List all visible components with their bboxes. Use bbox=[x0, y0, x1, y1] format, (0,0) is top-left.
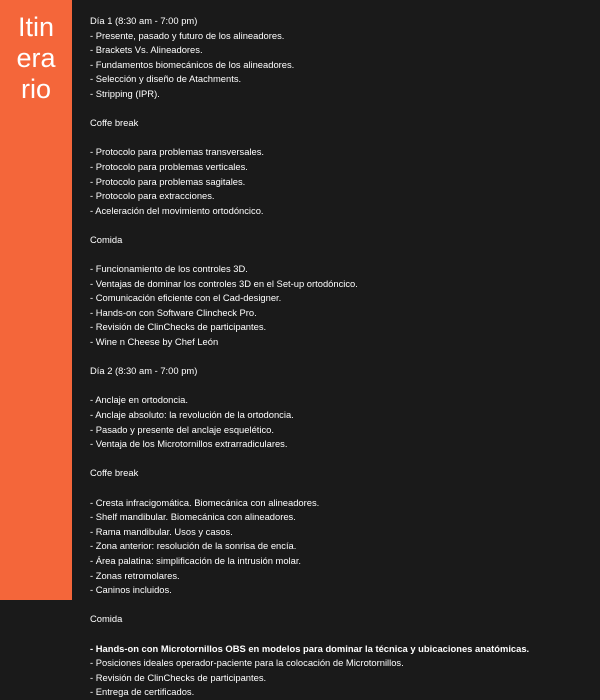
list-item: - Ventajas de dominar los controles 3D en el Set-up ortodóncico. bbox=[90, 277, 358, 289]
list-item: - Comunicación eficiente con el Cad-designer. bbox=[90, 292, 282, 304]
list-item: - Protocolo para problemas sagitales. bbox=[90, 175, 246, 187]
list-item: - Wine n Cheese by Chef León bbox=[90, 336, 219, 348]
itinerary-list bbox=[90, 145, 588, 218]
section-spacer bbox=[90, 218, 588, 233]
list-item: - Aceleración del movimiento ortodóncico. bbox=[90, 204, 264, 216]
list-item: - Caninos incluidos. bbox=[90, 584, 172, 596]
list-item: - Cresta infracigomática. Biomecánica con alineadores. bbox=[90, 496, 320, 508]
section-spacer bbox=[90, 350, 588, 365]
list-item: - Protocolo para problemas transversales. bbox=[90, 146, 265, 158]
section-heading: Comida bbox=[90, 613, 123, 625]
sidebar bbox=[0, 0, 72, 600]
list-item: - Revisión de ClinChecks de participantes. bbox=[90, 321, 267, 333]
list-item: - Entrega de certificados. bbox=[90, 686, 195, 698]
section-spacer bbox=[90, 102, 588, 117]
list-item: - Protocolo para extracciones. bbox=[90, 190, 215, 202]
sidebar-title: Itinerario bbox=[16, 12, 56, 104]
list-item: - Fundamentos biomecánicos de los alineadores. bbox=[90, 58, 295, 70]
section-heading: Día 1 (8:30 am - 7:00 pm) bbox=[90, 15, 198, 26]
list-item: - Rama mandibular. Usos y casos. bbox=[90, 525, 233, 537]
list-item: - Zona anterior: resolución de la sonrisa de encía. bbox=[90, 540, 297, 552]
itinerary-list bbox=[90, 496, 588, 598]
itinerary-list bbox=[90, 29, 588, 102]
list-item: - Hands-on con Microtornillos OBS en modelos para dominar la técnica y ubicaciones anatómicas. bbox=[90, 642, 530, 654]
list-item: - Brackets Vs. Alineadores. bbox=[90, 44, 203, 56]
section-heading: Coffe break bbox=[90, 117, 139, 129]
section-spacer bbox=[90, 379, 588, 394]
list-item: - Anclaje en ortodoncia. bbox=[90, 394, 188, 406]
section-heading: Comida bbox=[90, 233, 123, 245]
section-heading: Coffe break bbox=[90, 467, 139, 479]
list-item: - Presente, pasado y futuro de los alineadores. bbox=[90, 29, 285, 41]
section-spacer bbox=[90, 131, 588, 146]
itinerary-blocks bbox=[90, 14, 588, 700]
list-item: - Funcionamiento de los controles 3D. bbox=[90, 263, 248, 275]
section-spacer bbox=[90, 598, 588, 613]
list-item: - Hands-on con Software Clincheck Pro. bbox=[90, 306, 257, 318]
list-item: - Revisión de ClinChecks de participantes. bbox=[90, 671, 267, 683]
list-item: - Zonas retromolares. bbox=[90, 569, 180, 581]
list-item: - Shelf mandibular. Biomecánica con alineadores. bbox=[90, 511, 296, 523]
section-heading: Día 2 (8:30 am - 7:00 pm) bbox=[90, 365, 198, 377]
list-item: - Stripping (IPR). bbox=[90, 87, 160, 99]
section-spacer bbox=[90, 481, 588, 496]
list-item: - Anclaje absoluto: la revolución de la ortodoncia. bbox=[90, 409, 294, 421]
section-spacer bbox=[90, 452, 588, 467]
itinerary-content bbox=[72, 0, 600, 698]
itinerary-list bbox=[90, 393, 588, 451]
list-item: - Pasado y presente del anclaje esquelético. bbox=[90, 423, 274, 435]
itinerary-list bbox=[90, 262, 588, 350]
section-spacer bbox=[90, 627, 588, 642]
list-item: - Selección y diseño de Atachments. bbox=[90, 73, 242, 85]
list-item: - Protocolo para problemas verticales. bbox=[90, 160, 248, 172]
section-spacer bbox=[90, 248, 588, 263]
list-item: - Área palatina: simplificación de la intrusión molar. bbox=[90, 554, 302, 566]
list-item: - Ventaja de los Microtornillos extrarradiculares. bbox=[90, 438, 288, 450]
itinerary-list bbox=[90, 642, 588, 700]
list-item: - Posiciones ideales operador-paciente para la colocación de Microtornillos. bbox=[90, 657, 404, 669]
